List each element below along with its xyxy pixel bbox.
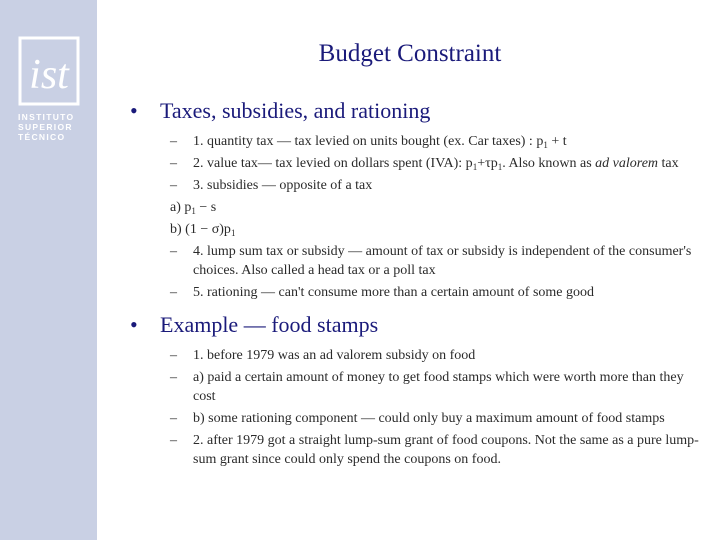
sub-item — [130, 176, 705, 195]
text-fragment: 1 — [191, 206, 196, 216]
text-fragment: + t — [547, 134, 567, 149]
text-fragment: 1 — [543, 140, 548, 150]
sub-item — [130, 154, 705, 173]
bullet-2 — [130, 312, 705, 338]
dash-marker-icon: – — [170, 348, 177, 363]
slide-content — [130, 98, 705, 472]
text-fragment: 1 — [230, 228, 236, 238]
sub-item — [130, 409, 705, 428]
dash-marker-icon: – — [170, 370, 177, 385]
text-fragment: ad valorem — [595, 156, 659, 171]
text-fragment: tax — [658, 156, 679, 171]
slide-title: Budget Constraint — [318, 40, 502, 67]
text-fragment: 2. value tax— tax levied on dollars spent (IVA): p — [193, 156, 473, 171]
bullet-1 — [130, 98, 705, 124]
sub-item — [130, 431, 705, 469]
svg-text:ist: ist — [29, 52, 69, 98]
dash-marker-icon: – — [170, 285, 177, 300]
dash-marker-icon: – — [170, 433, 177, 448]
sub-item — [130, 368, 705, 406]
text-fragment: − s — [195, 200, 217, 215]
text-fragment: 1. before 1979 was an ad valorem subsidy on food — [193, 348, 476, 363]
text-fragment: 1 — [497, 162, 503, 172]
sub-item-plain — [130, 220, 705, 239]
dash-marker-icon: – — [170, 156, 177, 171]
ist-logo-mark-icon — [18, 36, 80, 106]
bullet-text: Taxes, subsidies, and rationing — [160, 98, 431, 123]
sidebar — [0, 0, 97, 540]
institution-logo — [18, 36, 80, 146]
logo-line-1: INSTITUTO — [18, 112, 75, 122]
bullet-marker-icon: • — [130, 98, 138, 123]
dash-marker-icon: – — [170, 134, 177, 149]
text-fragment: b) (1 − σ)p — [170, 222, 231, 237]
logo-line-3: TÉCNICO — [18, 132, 66, 142]
sub-item — [130, 132, 705, 151]
bullet-marker-icon: • — [130, 312, 138, 337]
dash-marker-icon: – — [170, 244, 177, 259]
sub-item — [130, 242, 705, 280]
logo-line-2: SUPERIOR — [18, 122, 73, 132]
dash-marker-icon: – — [170, 178, 177, 193]
text-fragment: 2. after 1979 got a straight lump-sum grant of food coupons. Not the same as a pure lump-sum grant since could only spend the coupons on food. — [193, 433, 699, 467]
text-fragment: b) some rationing component — could only buy a maximum amount of food stamps — [193, 411, 665, 426]
text-fragment: 1 — [472, 162, 478, 172]
sub-item — [130, 346, 705, 365]
text-fragment: a) p — [170, 200, 192, 215]
text-fragment: 3. subsidies — opposite of a tax — [193, 178, 373, 193]
dash-marker-icon: – — [170, 411, 177, 426]
sub-item-plain — [130, 198, 705, 217]
text-fragment: +τp — [477, 156, 498, 171]
text-fragment: 4. lump sum tax or subsidy — amount of tax or subsidy is independent of the consumer's choices. Also called a head tax or a poll tax — [193, 244, 692, 278]
bullet-text: Example — food stamps — [160, 312, 379, 337]
text-fragment: 1. quantity tax — tax levied on units bought (ex. Car taxes) : p — [193, 134, 544, 149]
text-fragment: . Also known as — [502, 156, 596, 171]
text-fragment: 5. rationing — can't consume more than a certain amount of some good — [193, 285, 595, 300]
sub-item — [130, 283, 705, 302]
text-fragment: a) paid a certain amount of money to get food stamps which were worth more than they cost — [193, 370, 684, 404]
